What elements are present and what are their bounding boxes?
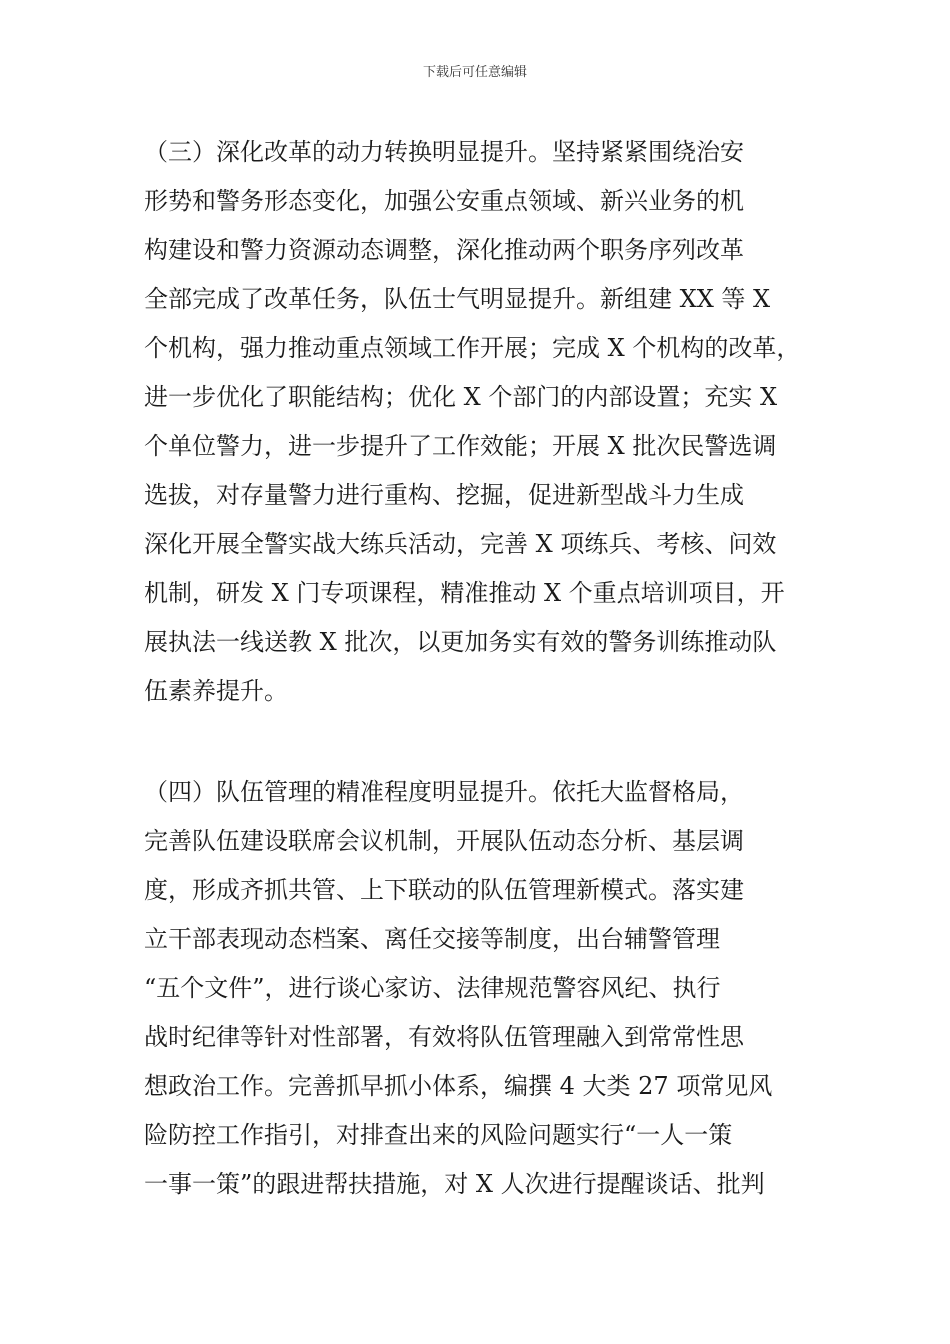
text-line: 选拔，对存量警力进行重构、挖掘，促进新型战斗力生成: [144, 481, 744, 509]
text-line: 伍素养提升。: [144, 677, 288, 705]
text-line: 进一步优化了职能结构；优化 X 个部门的内部设置；充实 X: [144, 383, 778, 411]
text-line: 完善队伍建设联席会议机制，开展队伍动态分析、基层调: [144, 827, 744, 855]
text-line: 度，形成齐抓共管、上下联动的队伍管理新模式。落实建: [144, 876, 744, 904]
text-line: 想政治工作。完善抓早抓小体系，编撰 4 大类 27 项常见风: [144, 1072, 773, 1100]
text-line: 机制，研发 X 门专项课程，精准推动 X 个重点培训项目，开: [144, 579, 785, 607]
text-line: 险防控工作指引，对排查出来的风险问题实行“一人一策: [144, 1121, 733, 1149]
text-line: 一事一策”的跟进帮扶措施，对 X 人次进行提醒谈话、批判: [144, 1170, 765, 1198]
text-line: 形势和警务形态变化，加强公安重点领域、新兴业务的机: [144, 187, 744, 215]
text-line: （三）深化改革的动力转换明显提升。坚持紧紧围绕治安: [144, 138, 744, 166]
text-line: “五个文件”，进行谈心家访、法律规范警容风纪、执行: [144, 974, 721, 1002]
paragraph-reform: [144, 128, 812, 716]
text-line: 立干部表现动态档案、离任交接等制度，出台辅警管理: [144, 925, 720, 953]
text-line: 全部完成了改革任务，队伍士气明显提升。新组建 XX 等 X: [144, 285, 771, 313]
text-line: 个单位警力，进一步提升了工作效能；开展 X 批次民警选调: [144, 432, 777, 460]
text-line: 深化开展全警实战大练兵活动，完善 X 项练兵、考核、问效: [144, 530, 777, 558]
paragraph-team-management: [144, 768, 812, 1209]
text-line: （四）队伍管理的精准程度明显提升。依托大监督格局，: [144, 778, 744, 806]
text-line: 个机构，强力推动重点领域工作开展；完成 X 个机构的改革，: [144, 334, 801, 362]
text-line: 展执法一线送教 X 批次，以更加务实有效的警务训练推动队: [144, 628, 777, 656]
page-header: 下载后可任意编辑: [422, 65, 527, 80]
text-line: 战时纪律等针对性部署，有效将队伍管理融入到常常性思: [144, 1023, 744, 1051]
text-line: 构建设和警力资源动态调整，深化推动两个职务序列改革: [144, 236, 744, 264]
